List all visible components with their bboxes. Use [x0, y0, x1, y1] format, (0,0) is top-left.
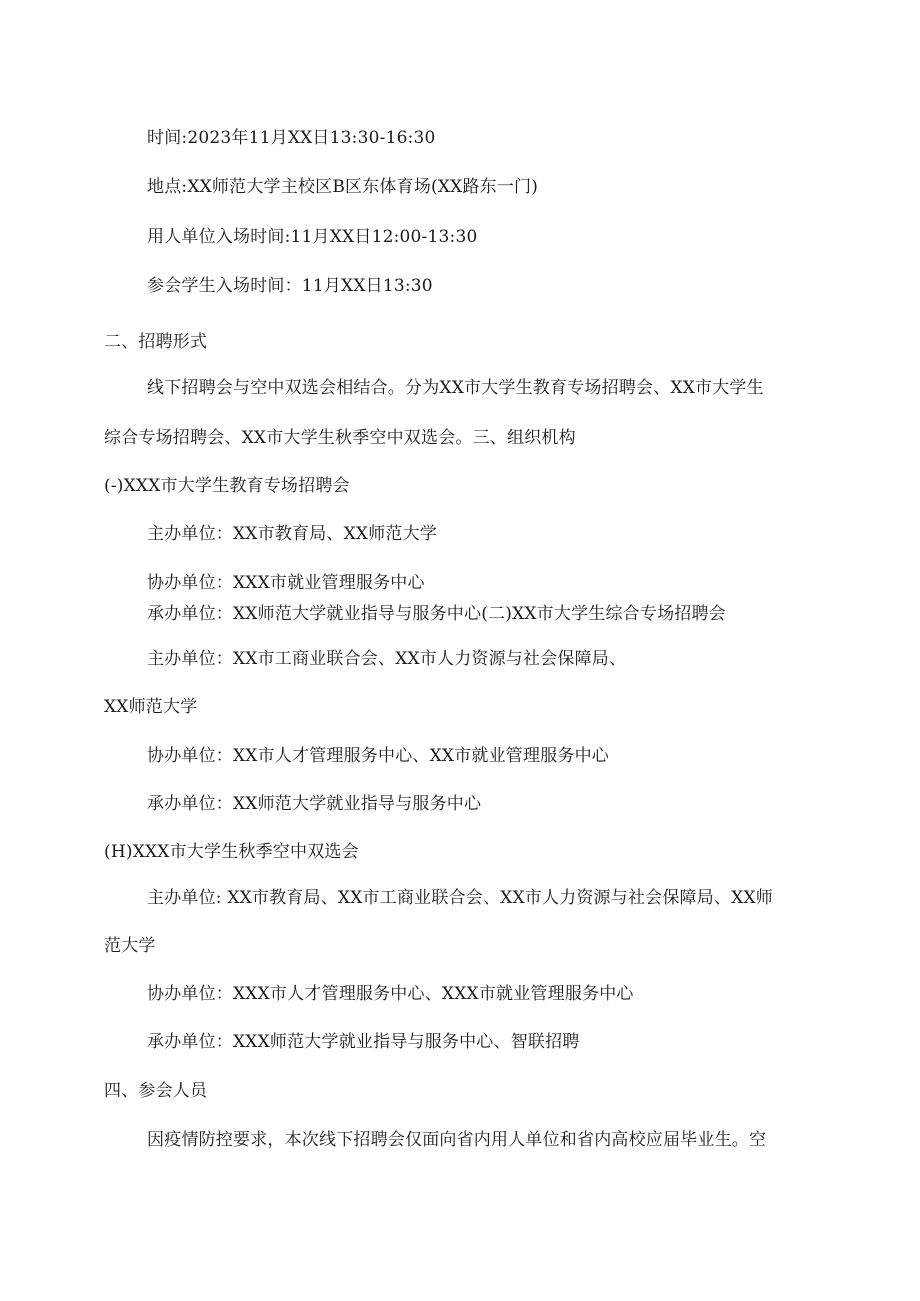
- section-heading-recruitment-form: 二、招聘形式: [104, 332, 208, 352]
- event-location: 地点:XX师范大学主校区B区东体育场(XX路东一门): [147, 177, 539, 197]
- education-fair-co-organizer: 协办单位：XXX市就业管理服务中心: [147, 573, 425, 593]
- paragraph-recruitment-form-cont: 综合专场招聘会、XX市大学生秋季空中双选会。三、组织机构: [104, 428, 576, 448]
- general-fair-host-cont: XX师范大学: [104, 697, 198, 717]
- paragraph-participants: 因疫情防控要求，本次线下招聘会仅面向省内用人单位和省内高校应届毕业生。空: [147, 1130, 767, 1150]
- online-fair-host-cont: 范大学: [104, 936, 156, 956]
- subheading-education-fair: (-)XXX市大学生教育专场招聘会: [104, 476, 350, 496]
- general-fair-organizer: 承办单位：XX师范大学就业指导与服务中心: [147, 794, 482, 814]
- online-fair-host: 主办单位: XX市教育局、XX市工商业联合会、XX市人力资源与社会保障局、XX师: [147, 888, 773, 908]
- general-fair-co-organizer: 协办单位：XX市人才管理服务中心、XX市就业管理服务中心: [147, 746, 610, 766]
- paragraph-recruitment-form: 线下招聘会与空中双选会相结合。分为XX市大学生教育专场招聘会、XX市大学生: [147, 378, 764, 398]
- subheading-online-fair: (H)XXX市大学生秋季空中双选会: [104, 842, 359, 862]
- student-entry-time: 参会学生入场时间：11月XX日13:30: [147, 276, 433, 296]
- online-fair-organizer: 承办单位：XXX师范大学就业指导与服务中心、智联招聘: [147, 1032, 580, 1052]
- online-fair-co-organizer: 协办单位：XXX市人才管理服务中心、XXX市就业管理服务中心: [147, 984, 634, 1004]
- education-fair-organizer: 承办单位：XX师范大学就业指导与服务中心(二)XX市大学生综合专场招聘会: [147, 604, 726, 624]
- employer-entry-time: 用人单位入场时间:11月XX日12:00-13:30: [147, 227, 478, 247]
- general-fair-host: 主办单位：XX市工商业联合会、XX市人力资源与社会保障局、: [147, 649, 627, 669]
- education-fair-host: 主办单位：XX市教育局、XX师范大学: [147, 524, 438, 544]
- section-heading-participants: 四、参会人员: [104, 1081, 208, 1101]
- event-time: 时间:2023年11月XX日13:30-16:30: [147, 128, 436, 148]
